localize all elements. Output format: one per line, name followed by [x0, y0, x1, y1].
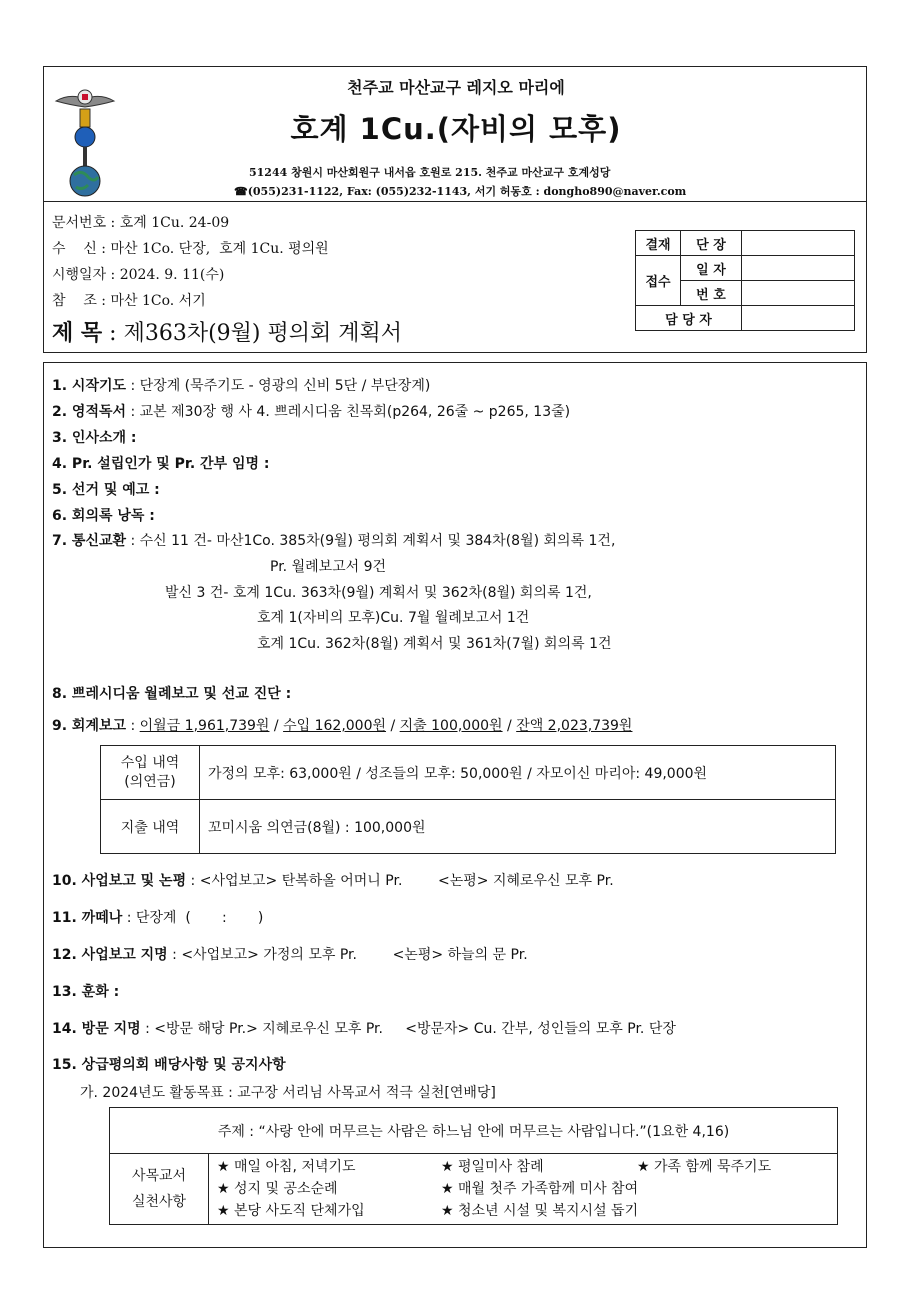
approval-table: [635, 230, 855, 331]
practice-2: ★ 평일미사 참례: [441, 1159, 544, 1175]
item-12: 12. 사업보고 지명 : <사업보고> 가정의 모후 Pr. <논평> 하늘의 문 Pr.: [52, 947, 528, 963]
document-info: [43, 201, 867, 353]
item-15-ga: 가. 2024년도 활동목표 : 교구장 서리님 사목교서 적극 실천[연배당]: [80, 1085, 496, 1101]
accounting-table: [100, 745, 836, 854]
pastoral-table: [109, 1107, 838, 1225]
approval-label: 결재: [636, 231, 681, 256]
issue-date: 시행일자 : 2024. 9. 11(수): [52, 267, 225, 283]
item-11: 11. 까떼나 : 단장계 ( : ): [52, 910, 264, 926]
org-name: 천주교 마산교구 레지오 마리에: [347, 78, 565, 97]
practice-7: ★ 청소년 시설 및 복지시설 돕기: [441, 1203, 639, 1219]
address: 51244 창원시 마산회원구 내서읍 호원로 215. 천주교 마산교구 호계성당: [249, 166, 611, 179]
item-15: 15. 상급평의회 배당사항 및 공지사항: [52, 1057, 286, 1073]
expense-label: 지출 내역: [101, 800, 200, 854]
person-in-charge-label: 담 당 자: [636, 306, 742, 331]
contact: ☎(055)231-1122, Fax: (055)232-1143, 서기 허동호 : dongho890@naver.com: [234, 185, 687, 198]
expense-detail: 꼬미시움 의연금(8월) : 100,000원: [200, 800, 836, 854]
item-7-line-3: 발신 3 건- 호계 1Cu. 363차(9월) 계획서 및 362차(8월) 회의록 1건,: [165, 585, 592, 601]
receipt-number-field[interactable]: [742, 281, 855, 306]
doc-number: 문서번호 : 호계 1Cu. 24-09: [52, 215, 230, 231]
item-7-line-2: Pr. 월례보고서 9건: [270, 559, 387, 575]
number-label: 번 호: [681, 281, 742, 306]
letterhead: [43, 66, 867, 202]
item-7: 7. 통신교환 : 수신 11 건- 마산1Co. 385차(9월) 평의회 계획서 및 384차(8월) 회의록 1건,: [52, 533, 616, 549]
receipt-date-field[interactable]: [742, 256, 855, 281]
pastoral-practices: [209, 1154, 838, 1225]
pastoral-label: 사목교서 실천사항: [110, 1154, 209, 1225]
item-3: 3. 인사소개 :: [52, 430, 137, 446]
council-title: 호계 1Cu.(자비의 모후): [290, 112, 622, 146]
reference: 참 조 : 마산 1Co. 서기: [52, 293, 206, 309]
item-7-line-4: 호계 1(자비의 모후)Cu. 7월 월례보고서 1건: [257, 610, 530, 626]
item-5: 5. 선거 및 예고 :: [52, 482, 160, 498]
practice-1: ★ 매일 아침, 저녁기도: [217, 1159, 356, 1175]
item-2: 2. 영적독서 : 교본 제30장 행 사 4. 쁘레시디움 친목회(p264, 26줄 ~ p265, 13줄): [52, 404, 571, 420]
practice-6: ★ 본당 사도직 단체가입: [217, 1203, 365, 1219]
subject: 제 목 : 제363차(9월) 평의회 계획서: [52, 320, 402, 346]
item-4: 4. Pr. 설립인가 및 Pr. 간부 임명 :: [52, 456, 270, 472]
date-label: 일 자: [681, 256, 742, 281]
practice-3: ★ 가족 함께 묵주기도: [637, 1159, 772, 1175]
item-8: 8. 쁘레시디움 월례보고 및 선교 진단 :: [52, 686, 292, 702]
chief-label: 단 장: [681, 231, 742, 256]
item-14: 14. 방문 지명 : <방문 해당 Pr.> 지혜로우신 모후 Pr. <방문자> Cu. 간부, 성인들의 모후 Pr. 단장: [52, 1021, 676, 1037]
recipient: 수 신 : 마산 1Co. 단장, 호계 1Cu. 평의원: [52, 241, 329, 257]
practice-4: ★ 성지 및 공소순례: [217, 1181, 338, 1197]
item-13: 13. 훈화 :: [52, 984, 120, 1000]
income-label: 수입 내역 (의연금): [101, 746, 200, 800]
item-6: 6. 회의록 낭독 :: [52, 508, 155, 524]
income-detail: 가정의 모후: 63,000원 / 성조들의 모후: 50,000원 / 자모이신 마리아: 49,000원: [200, 746, 836, 800]
chief-signature-field[interactable]: [742, 231, 855, 256]
item-10: 10. 사업보고 및 논평 : <사업보고> 탄복하올 어머니 Pr. <논평> 지혜로우신 모후 Pr.: [52, 873, 614, 889]
practice-5: ★ 매월 첫주 가족함께 미사 참여: [441, 1181, 639, 1197]
item-9: 9. 회계보고 : 이월금 1,961,739원 / 수입 162,000원 / 지출 100,000원 / 잔액 2,023,739원: [52, 718, 633, 734]
pastoral-theme: 주제 : “사랑 안에 머무르는 사람은 하느님 안에 머무르는 사람입니다.”(1요한 4,16): [110, 1108, 838, 1154]
item-1: 1. 시작기도 : 단장계 (묵주기도 - 영광의 신비 5단 / 부단장계): [52, 378, 431, 394]
item-7-line-5: 호계 1Cu. 362차(8월) 계획서 및 361차(7월) 회의록 1건: [257, 636, 612, 652]
person-in-charge-field[interactable]: [742, 306, 855, 331]
receipt-label: 접수: [636, 256, 681, 306]
